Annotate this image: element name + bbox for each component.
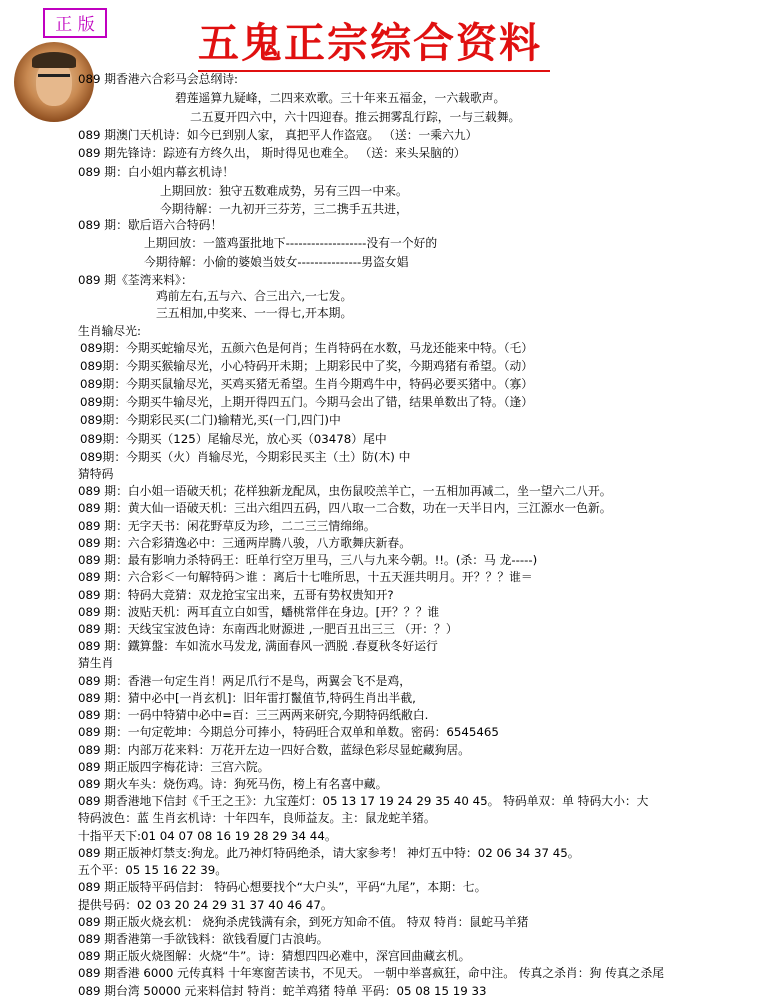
text-line: 089期：今期买（火）肖输尽光，今期彩民买主（土）防(木) 中 bbox=[80, 450, 411, 464]
avatar-hair bbox=[32, 52, 76, 68]
text-line: 089 期：香港一句定生肖！两足爪行不是鸟，两翼会飞不是鸡， bbox=[78, 674, 411, 688]
text-line: 上期回放：独守五数难成势，另有三四一中来。 bbox=[160, 184, 408, 198]
text-line: 特码波色：蓝 生肖玄机诗：十年四车，良师益友。主：鼠龙蛇羊猪。 bbox=[78, 811, 436, 825]
text-line: 089 期：白小姐内幕玄机诗！ bbox=[78, 165, 235, 179]
title-underline bbox=[198, 70, 550, 72]
text-line: 089 期：歇后语六合特码！ bbox=[78, 218, 223, 232]
text-line: 089 期：特码大竞猜：双龙抢宝宝出来，五哥有势权贵知开? bbox=[78, 588, 394, 602]
text-line: 089 期香港地下信封《千王之王》：九宝莲灯：05 13 17 19 24 29 35 40 45。 特码单双：单 特码大小：大 bbox=[78, 794, 649, 808]
page-title: 五鬼正宗综合资料 bbox=[198, 19, 542, 67]
text-line: 089 期：六合彩＜一句解特码＞谁 ：离后十七唯所思，十五天涯共明月。开？？？谁＝ bbox=[78, 570, 533, 584]
text-line: 089 期正版四字梅花诗：三宫六院。 bbox=[78, 760, 270, 774]
text-line: 089 期：最有影响力杀特码王：旺单行空万里马，三八与九来今朝。!!。(杀：马 龙-----) bbox=[78, 553, 538, 567]
text-line: 三五相加,中奖来、一一得七,开本期。 bbox=[156, 306, 353, 320]
text-line: 089期：今期买鼠输尽光，买鸡买猪无希望。生肖今期鸡牛中，特码必要买猪中。（寡） bbox=[80, 377, 534, 391]
text-line: 089期：今期买猴输尽光，小心特码开未期；上期彩民中了奖，今期鸡猪有希望。（动） bbox=[80, 359, 534, 373]
text-line: 089 期：一句定乾坤：今期总分可捧小，特码旺合双单和单数。密码：6545465 bbox=[78, 725, 499, 739]
text-line: 089 期：一码中特猜中必中=百：三三两两来研究,今期特码纸敝白. bbox=[78, 708, 429, 722]
text-line: 089 期澳门天机诗：如今已到别人家， 真把平人作盗寇。 （送：一乘六九） bbox=[78, 128, 478, 142]
text-line: 猜生肖 bbox=[78, 656, 114, 670]
text-line: 089 期：无字天书：闲花野草反为珍，二二三三情绵绵。 bbox=[78, 519, 376, 533]
text-line: 089 期：黄大仙一语破天机：三出六组四五码，四八取一二合数，功在一天半日内，三江源水一色新。 bbox=[78, 501, 612, 515]
text-line: 十指平天下:01 04 07 08 16 19 28 29 34 44。 bbox=[78, 829, 337, 843]
text-line: 089 期：鐵算盤：车如流水马发龙, 满面春风一洒脱 .春夏秋冬好运行 bbox=[78, 639, 438, 653]
text-line: 089期：今期彩民买(二门)输精光,买(一门,四门)中 bbox=[80, 413, 341, 427]
text-line: 今期待解：一九初开三芬芳，三二携手五共进， bbox=[160, 202, 408, 216]
text-line: 089 期正版火烧玄机： 烧狗杀虎钱满有余，到死方知命不值。 特双 特肖：鼠蛇马羊猪 bbox=[78, 915, 529, 929]
text-line: 089 期《荃湾来料》： bbox=[78, 273, 193, 287]
text-line: 089期：今期买（125）尾输尽光，放心买（03478）尾中 bbox=[80, 432, 387, 446]
text-line: 089 期香港第一手欲钱料：欲钱看厦门古浪屿。 bbox=[78, 932, 329, 946]
text-line: 089期：今期买蛇输尽光，五颜六色是何肖；生肖特码在水数，马龙还能来中特。（乇） bbox=[80, 341, 534, 355]
text-line: 089 期：猜中必中[一肖玄机]：旧年雷打鬣值节,特码生肖出半截, bbox=[78, 691, 416, 705]
text-line: 089 期香港 6000 元传真料 十年寒窗苦读书，不见天。 一朝中举喜疯狂，命中注。 传真之杀肖：狗 传真之杀尾 bbox=[78, 966, 665, 980]
text-line: 上期回放：一篮鸡蛋批地下-------------------没有一个好的 bbox=[144, 236, 438, 250]
text-line: 089 期火车头：烧伤鸡。诗：狗死马伤，榜上有名喜中藏。 bbox=[78, 777, 388, 791]
text-line: 二五夏开四六中，六十四迎春。推云拥雾乱行踪，一与三载舞。 bbox=[190, 110, 521, 124]
text-line: 鸡前左右,五与六、合三出六,一七发。 bbox=[156, 289, 353, 303]
text-line: 089 期先锋诗：踪迹有方终久出， 斯时得见也难全。 （送：来头呆脑的） bbox=[78, 146, 466, 160]
text-line: 089 期：白小姐一语破天机；花样独新龙配凤，虫伤鼠咬羔羊亡，一五相加再减二，坐一望六二八开。 bbox=[78, 484, 612, 498]
text-line: 089 期香港六合彩马会总纲诗: bbox=[78, 72, 239, 86]
text-line: 089 期：天线宝宝波色诗：东南西北财源进 ,一肥百丑出三三 （开：？） bbox=[78, 622, 458, 636]
text-line: 089 期正版特平码信封： 特码心想要找个“大户头”，平码“九尾”，本期：七。 bbox=[78, 880, 487, 894]
avatar-glasses bbox=[38, 74, 70, 85]
text-line: 089 期：波贴天机：两耳直立白如雪，蟠桃常伴在身边。[开？？？谁 bbox=[78, 605, 440, 619]
text-line: 089 期正版火烧图解：火烧“牛”。诗：猜想四四必难中，深宫回曲藏玄机。 bbox=[78, 949, 471, 963]
text-line: 089 期台湾 50000 元来料信封 特肖：蛇羊鸡猪 特单 平码：05 08 15 19 33 bbox=[78, 984, 487, 998]
text-line: 089 期正版神灯禁支:狗龙。此乃神灯特码绝杀，请大家参考！ 神灯五中特：02 06 34 37 45。 bbox=[78, 846, 580, 860]
text-line: 089期：今期买牛输尽光，上期开得四五门。今期马会出了错，结果单数出了特。（逢） bbox=[80, 395, 534, 409]
text-line: 提供号码：02 03 20 24 29 31 37 40 46 47。 bbox=[78, 898, 333, 912]
text-line: 生肖输尽光: bbox=[78, 324, 141, 338]
text-line: 五个平：05 15 16 22 39。 bbox=[78, 863, 228, 877]
text-line: 碧莲遥算九疑峰，二四来欢歌。三十年来五福金，一六载歌声。 bbox=[175, 91, 506, 105]
text-line: 089 期：内部万花来料：万花开左边一四好合数，蓝绿色彩尽显蛇藏狗居。 bbox=[78, 743, 470, 757]
text-line: 今期待解：小偷的婆娘当妓女---------------男盗女娼 bbox=[144, 255, 409, 269]
text-line: 089 期：六合彩猜逸必中：三通两岸腾八骏，八方歌舞庆新春。 bbox=[78, 536, 411, 550]
text-line: 猜特码 bbox=[78, 467, 114, 481]
genuine-edition-badge: 正 版 bbox=[43, 8, 107, 38]
